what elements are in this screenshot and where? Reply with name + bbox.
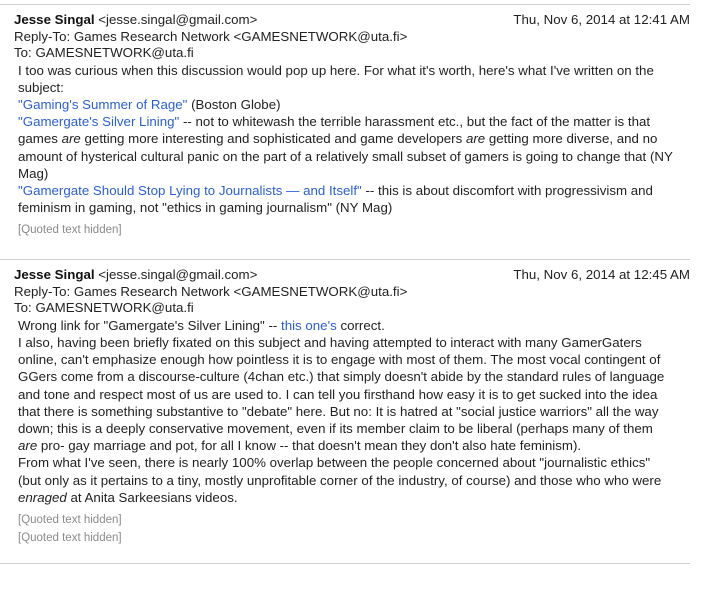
emphasis-text: are [18,438,38,454]
to-line [14,300,705,317]
emphasis-text: enraged [18,489,67,505]
message-date: Thu, Nov 6, 2014 at 12:45 AM [513,267,690,283]
link-trailing-text: getting more diverse, and no amount of hysterical cultural panic on the part of a relatively small subset of gamers is going to change that (NY Mag) [18,131,673,181]
link-list-item [18,182,674,216]
emphasis-text: are [61,131,81,147]
to-value: GAMESNETWORK@uta.fi [35,45,194,60]
link-trailing-text: -- not to whitewash the terrible harassment etc., but the fact of the matter is that games [18,114,651,147]
reply-to-label: Reply-To: [14,28,71,44]
email-thread-page [0,4,705,603]
reply-to-line [14,284,705,301]
paragraph-text: correct. [336,317,385,333]
paragraph-text: pro- gay marriage and pot, for all I know -- that doesn't mean they don't also hate feminism). [37,438,582,454]
sender-name: Jesse Singal [14,12,95,27]
paragraph-text: at Anita Sarkeesians videos. [66,489,238,505]
message-header [0,5,705,62]
to-line [14,45,705,62]
sender-name: Jesse Singal [14,267,95,283]
body-paragraph: I too was curious when this discussion would pop up here. For what it's worth, here's what I've written on the subject: [18,62,654,95]
message-body [0,62,705,239]
reply-to-label: Reply-To: [14,283,71,299]
reply-to-line [14,29,705,46]
link-trailing-text: -- this is about discomfort with progressivism and feminism in gaming, not "ethics in gaming journalism" (NY Mag) [18,182,653,216]
emphasis-text: are [465,131,486,147]
paragraph-text: Wrong link for "Gamergate's Silver Lining" -- [18,317,281,333]
link-trailing-text: (Boston Globe) [187,96,281,112]
paragraph-text: From what I've seen, there is nearly 100% overlap between the people concerned about "journalistic ethics" (but only as it pertains to a tiny, mostly unprofitable corner of the industry, of course) and those who who were [18,455,662,488]
to-label: To: [14,300,32,316]
body-paragraph [18,454,674,506]
reply-to-value: Games Research Network <GAMESNETWORK@uta.fi> [73,283,408,299]
link-list-item [18,113,674,182]
link-list-item [18,96,674,113]
to-label: To: [14,45,32,60]
body-paragraph [18,334,674,454]
message-body [0,317,705,546]
link-trailing-text: getting more interesting and sophisticated and game developers [80,131,466,147]
to-value: GAMESNETWORK@uta.fi [35,300,194,316]
article-link-gamings-summer-of-rage[interactable]: "Gaming's Summer of Rage" [18,96,188,112]
article-link-gamergate-should-stop-lying[interactable]: "Gamergate Should Stop Lying to Journalists — and Itself" [18,182,362,198]
email-message[interactable] [0,260,705,546]
email-message[interactable] [0,5,705,244]
article-link-gamergates-silver-lining[interactable]: "Gamergate's Silver Lining" [18,114,180,130]
quoted-text-toggle[interactable]: [Quoted text hidden] [18,532,122,545]
thread-bottom-divider [0,563,690,564]
correction-link-this-ones[interactable]: this one's [281,317,337,333]
message-header [0,260,705,317]
body-paragraph [18,317,674,334]
quoted-text-toggle[interactable]: [Quoted text hidden] [18,224,122,237]
sender-email: <jesse.singal@gmail.com> [98,267,258,283]
paragraph-text: I also, having been briefly fixated on this subject and having attempted to interact with many GamerGaters online, can't emphasize enough how pointless it is to engage with most of them. The most vocal contingent of GGers come from a discourse-culture (4chan etc.) that simply doesn't abide by the standard rules of language and tone and respect most of us are used to. I can tell you firsthand how easy it is to get sucked into the idea that there is something substantive to "debate" here. But no: It is hatred at "social justice warriors" all the way down; this is a deeply conservative movement, even if its member claim to be liberal (perhaps many of them [18,335,665,437]
sender-email: <jesse.singal@gmail.com> [98,12,258,27]
message-date: Thu, Nov 6, 2014 at 12:41 AM [513,12,690,27]
quoted-text-toggle[interactable]: [Quoted text hidden] [18,514,122,527]
reply-to-value: Games Research Network <GAMESNETWORK@uta.fi> [73,28,408,44]
